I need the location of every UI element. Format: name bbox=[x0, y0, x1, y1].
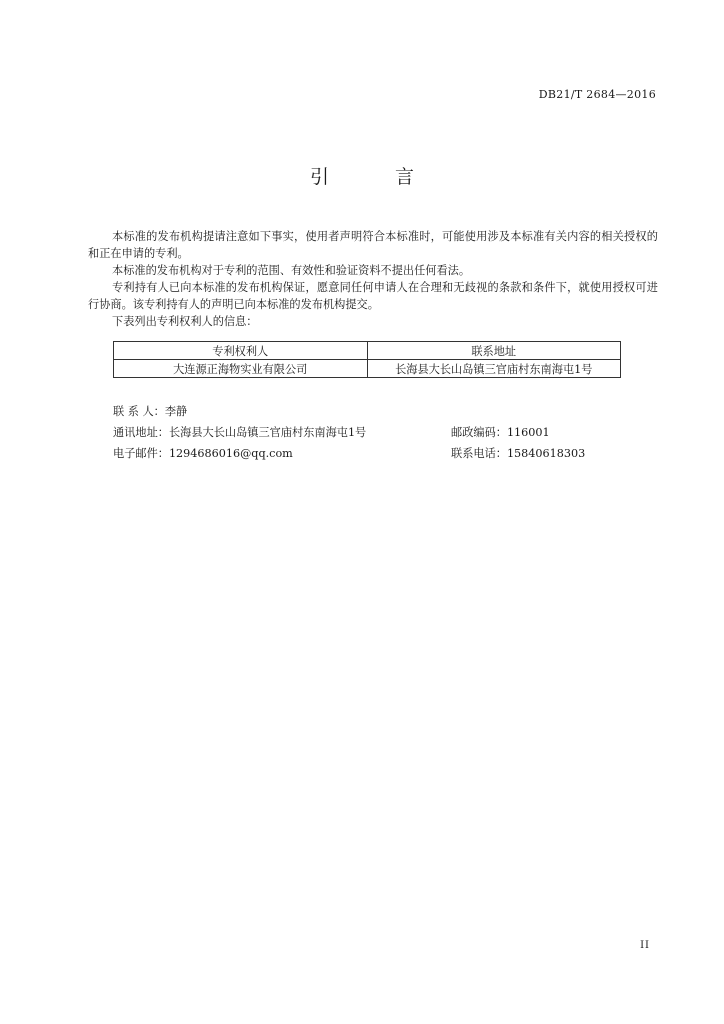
table-cell-holder: 大连源正海物实业有限公司 bbox=[114, 360, 368, 378]
contact-address: 通讯地址：长海县大长山岛镇三官庙村东南海屯1号 bbox=[113, 426, 367, 439]
contact-email: 电子邮件：1294686016@qq.com bbox=[113, 447, 293, 460]
contact-row bbox=[113, 401, 633, 422]
paragraph: 下表列出专利权利人的信息： bbox=[112, 315, 258, 328]
page-number: II bbox=[640, 940, 650, 951]
paragraph: 专利持有人已向本标准的发布机构保证，愿意同任何申请人在合理和无歧视的条款和条件下，就使用授权可进行协商。该专利持有人的声明已向本标准的发布机构提交。 bbox=[88, 281, 658, 311]
table-cell-address: 长海县大长山岛镇三官庙村东南海屯1号 bbox=[367, 360, 621, 378]
contact-postcode: 邮政编码：116001 bbox=[451, 426, 550, 439]
body-text bbox=[88, 228, 658, 330]
column-header-address: 联系地址 bbox=[367, 342, 621, 360]
page-title: 引 言 bbox=[309, 166, 445, 188]
patent-holder-table bbox=[113, 341, 621, 378]
paragraph: 本标准的发布机构对于专利的范围、有效性和验证资料不提出任何看法。 bbox=[112, 264, 471, 277]
contact-info bbox=[113, 401, 633, 464]
table-row bbox=[114, 360, 621, 378]
document-code: DB21/T 2684—2016 bbox=[538, 88, 656, 101]
column-header-holder: 专利权利人 bbox=[114, 342, 368, 360]
contact-phone: 联系电话：15840618303 bbox=[451, 447, 586, 460]
table-header-row bbox=[114, 342, 621, 360]
contact-row bbox=[113, 443, 633, 464]
contact-person: 联 系 人：李静 bbox=[113, 405, 188, 418]
contact-row bbox=[113, 422, 633, 443]
paragraph: 本标准的发布机构提请注意如下事实，使用者声明符合本标准时，可能使用涉及本标准有关内容的相关授权的和正在申请的专利。 bbox=[88, 230, 658, 260]
